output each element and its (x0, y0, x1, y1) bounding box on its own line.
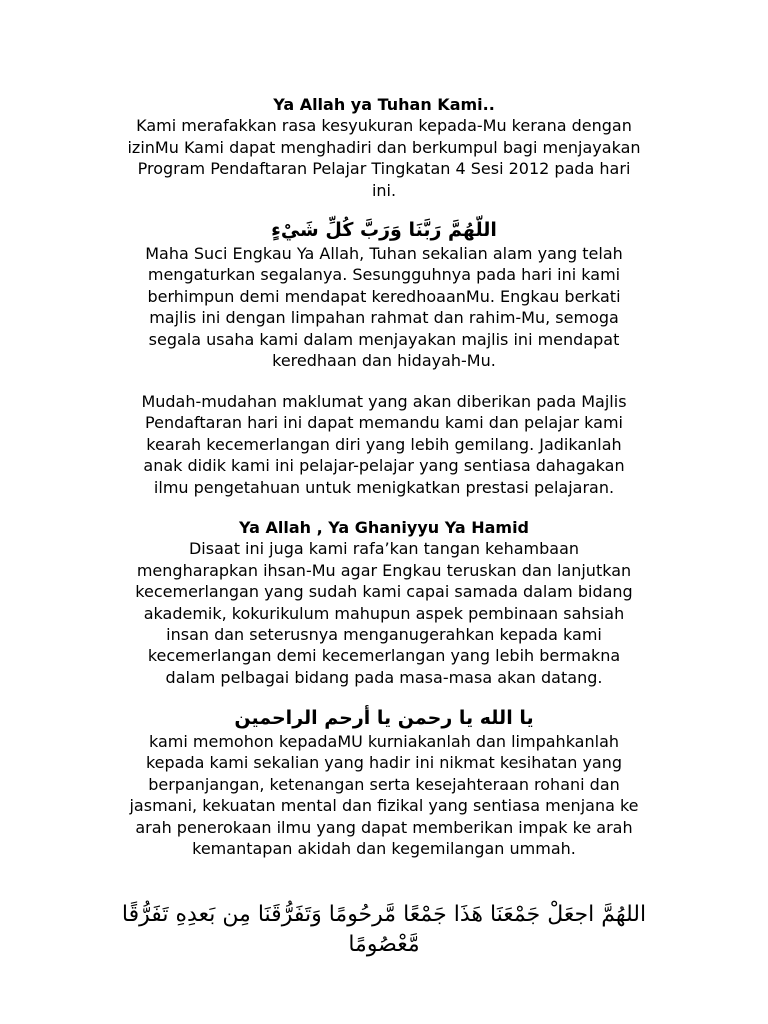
text-line: Program Pendaftaran Pelajar Tingkatan 4 Sesi 2012 pada hari (137, 159, 631, 179)
text-line: kecemerlangan yang sudah kami capai samada dalam bidang (135, 582, 633, 602)
text-line: kecemerlangan demi kecemerlangan yang lebih bermakna (147, 646, 621, 666)
text-line: izinMu Kami dapat menghadiri dan berkumpul bagi menjayakan (127, 137, 641, 157)
section-supplication (80, 731, 688, 859)
text-line: keredhaan dan hidayah-Mu. (272, 351, 496, 371)
text-line: kearah kecemerlangan diri yang lebih gemilang. Jadikanlah (146, 434, 622, 454)
section-heading: Ya Allah , Ya Ghaniyyu Ya Hamid (238, 518, 530, 537)
text-line: berhimpun demi mendapat keredhoaanMu. Engkau berkati (147, 286, 621, 306)
text-line: Mudah-mudahan maklumat yang akan diberikan pada Majlis (141, 392, 627, 411)
arabic-line: مَّعْصُومًا (348, 932, 420, 957)
text-line: segala usaha kami dalam menjayakan majlis ini mendapat (148, 329, 620, 349)
section-heading: Ya Allah ya Tuhan Kami.. (273, 95, 495, 114)
text-line: dalam pelbagai bidang pada masa-masa akan datang. (165, 667, 603, 687)
text-line: kepada kami sekalian yang hadir ini nikmat kesihatan yang (145, 753, 623, 773)
text-line: ilmu pengetahuan untuk menigkatkan prestasi pelajaran. (153, 477, 615, 497)
text-line: ini. (371, 180, 397, 200)
text-line: majlis ini dengan limpahan rahmat dan rahim-Mu, semoga (149, 308, 619, 328)
text-line: anak didik kami ini pelajar-pelajar yang sentiasa dahagakan (143, 456, 625, 476)
text-line: kemantapan akidah dan kegemilangan ummah. (192, 839, 576, 859)
arabic-invocation: اللّهُمَّ رَبَّنَا وَرَبَّ كُلِّ شَيْءٍ (271, 219, 497, 241)
section-ghaniyyu (80, 517, 688, 688)
text-line: Maha Suci Engkau Ya Allah, Tuhan sekalian alam yang telah (145, 244, 623, 263)
arabic-closing-prayer (60, 900, 708, 960)
text-line: mengharapkan ihsan-Mu agar Engkau teruskan dan lanjutkan (136, 560, 632, 580)
text-line: akademik, kokurikulum mahupun aspek pembinaan sahsiah (143, 603, 625, 623)
text-line: insan dan seterusnya menganugerahkan kepada kami (166, 625, 602, 645)
text-line: Kami merafakkan rasa kesyukuran kepada-Mu kerana dengan (136, 116, 632, 136)
text-line: arah penerokaan ilmu yang dapat memberikan impak ke arah (135, 817, 633, 837)
section-hope (80, 391, 688, 498)
text-line: berpanjangan, ketenangan serta kesejahteraan rohani dan (148, 774, 620, 794)
section-praise (80, 243, 688, 371)
arabic-invocation: يا الله يا رحمن يا أرحم الراحمين (234, 707, 534, 729)
text-line: kami memohon kepadaMU kurniakanlah dan limpahkanlah (148, 732, 620, 751)
text-line: Pendaftaran hari ini dapat memandu kami dan pelajar kami (145, 413, 623, 433)
arabic-line: اللهُمَّ اجعَلْ جَمْعَنَا هَذَا جَمْعًا مَّرحُومًا وَتَفَرُّقَنَا مِن بَعدِهِ تَفَرُّقًا (121, 902, 647, 927)
text-line: jasmani, kekuatan mental dan fizikal yang sentiasa menjana ke (129, 796, 639, 816)
text-line: mengaturkan segalanya. Sesungguhnya pada hari ini kami (147, 265, 621, 285)
text-line: Disaat ini juga kami rafa’kan tangan kehambaan (188, 539, 580, 559)
section-opening (80, 94, 688, 201)
